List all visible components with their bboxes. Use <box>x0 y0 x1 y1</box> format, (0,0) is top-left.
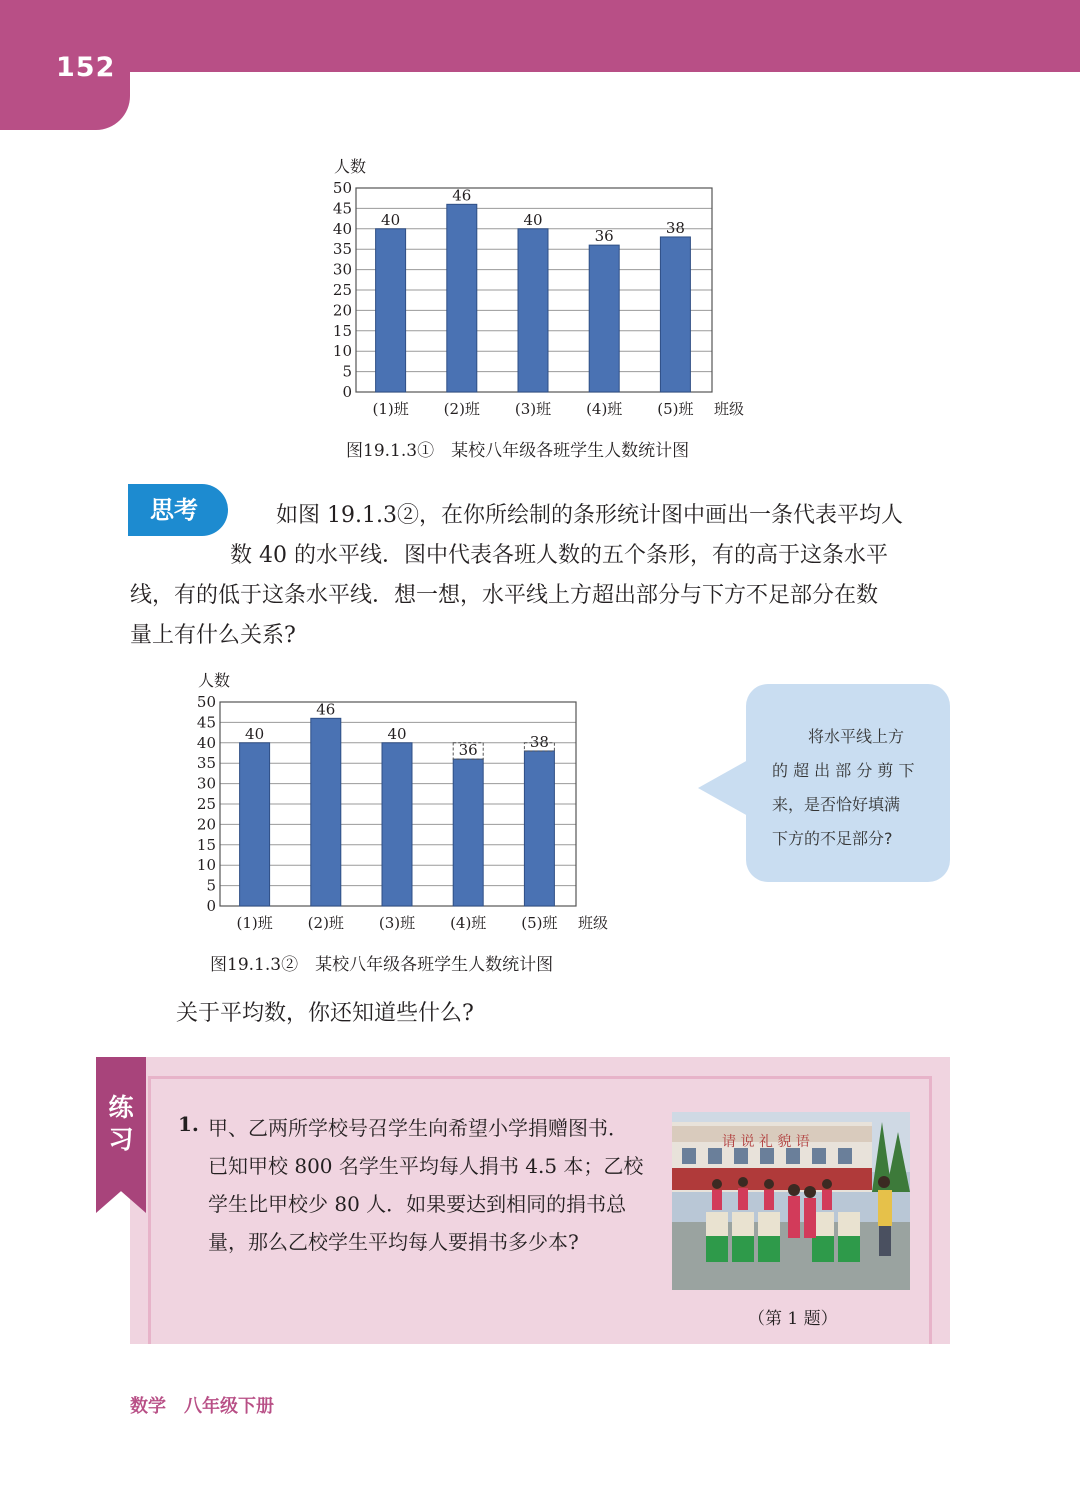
y-tick-label: 20 <box>196 815 216 834</box>
y-tick-label: 45 <box>332 199 352 218</box>
y-tick-label: 35 <box>332 240 352 259</box>
bar <box>376 229 406 392</box>
photo-caption: （第 1 题） <box>748 1309 838 1329</box>
header-band <box>0 0 1080 72</box>
data-label: 46 <box>316 700 336 719</box>
data-label: 40 <box>387 724 407 743</box>
y-tick-label: 25 <box>196 795 216 813</box>
y-tick-label: 40 <box>332 219 352 238</box>
bar <box>240 743 270 906</box>
bar <box>453 759 483 906</box>
data-label: 40 <box>381 210 401 229</box>
y-tick-label: 15 <box>332 321 352 340</box>
think-line-1: 如图 19.1.3②，在你所绘制的条形统计图中画出一条代表平均人 <box>276 503 903 528</box>
category-label: (4)班 <box>450 914 487 932</box>
data-label: 38 <box>529 732 549 751</box>
data-label: 40 <box>523 210 543 229</box>
y-tick-label: 5 <box>206 876 216 895</box>
bubble-line-1: 将水平线上方 <box>808 727 905 746</box>
bubble-tail <box>698 760 748 816</box>
average-question: 关于平均数，你还知道些什么? <box>176 1001 474 1026</box>
question-line-3: 学生比甲校少 80 人．如果要达到相同的捐书总 <box>208 1192 627 1216</box>
category-label: (1)班 <box>372 400 409 418</box>
bar <box>518 229 548 392</box>
category-label: (3)班 <box>514 400 552 418</box>
bar <box>524 751 554 906</box>
book-donation-photo <box>672 1112 910 1290</box>
data-label: 40 <box>245 724 265 743</box>
footer-book-title: 数学 八年级下册 <box>130 1396 274 1417</box>
y-tick-label: 20 <box>332 301 352 320</box>
data-label: 36 <box>458 741 478 760</box>
bubble-line-4: 下方的不足部分? <box>772 829 893 848</box>
data-label: 46 <box>452 186 472 205</box>
data-label: 38 <box>665 218 685 237</box>
think-line-3: 线，有的低于这条水平线．想一想，水平线上方超出部分与下方不足部分在数 <box>130 583 879 608</box>
chart-1-caption: 图19.1.3① 某校八年级各班学生人数统计图 <box>346 441 690 461</box>
page-number: 152 <box>56 52 116 83</box>
category-label: (2)班 <box>307 914 344 932</box>
data-label: 36 <box>594 227 614 246</box>
bubble-line-3: 来，是否恰好填满 <box>772 795 901 814</box>
speech-bubble <box>746 684 950 882</box>
question-line-4: 量，那么乙校学生平均每人要捐书多少本? <box>208 1230 579 1254</box>
bar <box>382 743 412 906</box>
y-tick-label: 50 <box>196 693 216 711</box>
bar <box>660 237 690 392</box>
y-axis-label: 人数 <box>198 671 231 690</box>
x-axis-label: 班级 <box>714 400 745 418</box>
category-label: (4)班 <box>586 400 623 418</box>
y-tick-label: 45 <box>196 713 216 732</box>
y-axis-label: 人数 <box>334 157 367 176</box>
y-tick-label: 40 <box>196 733 216 752</box>
photo-banner-text: 请 说 礼 貌 语 <box>722 1134 810 1150</box>
think-line-4: 量上有什么关系? <box>130 623 296 648</box>
category-label: (3)班 <box>378 914 416 932</box>
y-tick-label: 35 <box>196 754 216 773</box>
y-tick-label: 0 <box>206 897 216 915</box>
category-label: (5)班 <box>657 400 694 418</box>
y-tick-label: 25 <box>332 281 352 299</box>
y-tick-label: 30 <box>196 774 216 793</box>
think-line-2: 数 40 的水平线．图中代表各班人数的五个条形，有的高于这条水平 <box>230 543 888 568</box>
question-number: 1. <box>178 1112 199 1136</box>
chart-2-caption: 图19.1.3② 某校八年级各班学生人数统计图 <box>210 955 554 975</box>
practice-label-char-1: 练 <box>108 1093 134 1122</box>
chart-2-svg <box>184 664 624 944</box>
practice-label <box>106 1092 136 1156</box>
bar <box>311 718 341 906</box>
y-tick-label: 0 <box>342 383 352 401</box>
bar-chart-1 <box>320 150 760 430</box>
category-label: (2)班 <box>443 400 480 418</box>
practice-label-char-2: 习 <box>108 1125 134 1154</box>
chart-1-svg <box>320 150 760 430</box>
bar-chart-2 <box>184 664 624 944</box>
bar <box>589 245 619 392</box>
y-tick-label: 50 <box>332 179 352 197</box>
y-tick-label: 10 <box>332 342 352 361</box>
bubble-line-2: 的 超 出 部 分 剪 下 <box>772 761 915 780</box>
question-line-1: 甲、乙两所学校号召学生向希望小学捐赠图书． <box>208 1116 628 1140</box>
category-label: (5)班 <box>521 914 558 932</box>
y-tick-label: 30 <box>332 260 352 279</box>
y-tick-label: 10 <box>196 856 216 875</box>
bar <box>447 204 477 392</box>
question-line-2: 已知甲校 800 名学生平均每人捐书 4.5 本；乙校 <box>208 1154 644 1178</box>
y-tick-label: 5 <box>342 362 352 381</box>
category-label: (1)班 <box>236 914 273 932</box>
y-tick-label: 15 <box>196 835 216 854</box>
think-badge: 思考 <box>128 484 228 536</box>
x-axis-label: 班级 <box>578 914 609 932</box>
